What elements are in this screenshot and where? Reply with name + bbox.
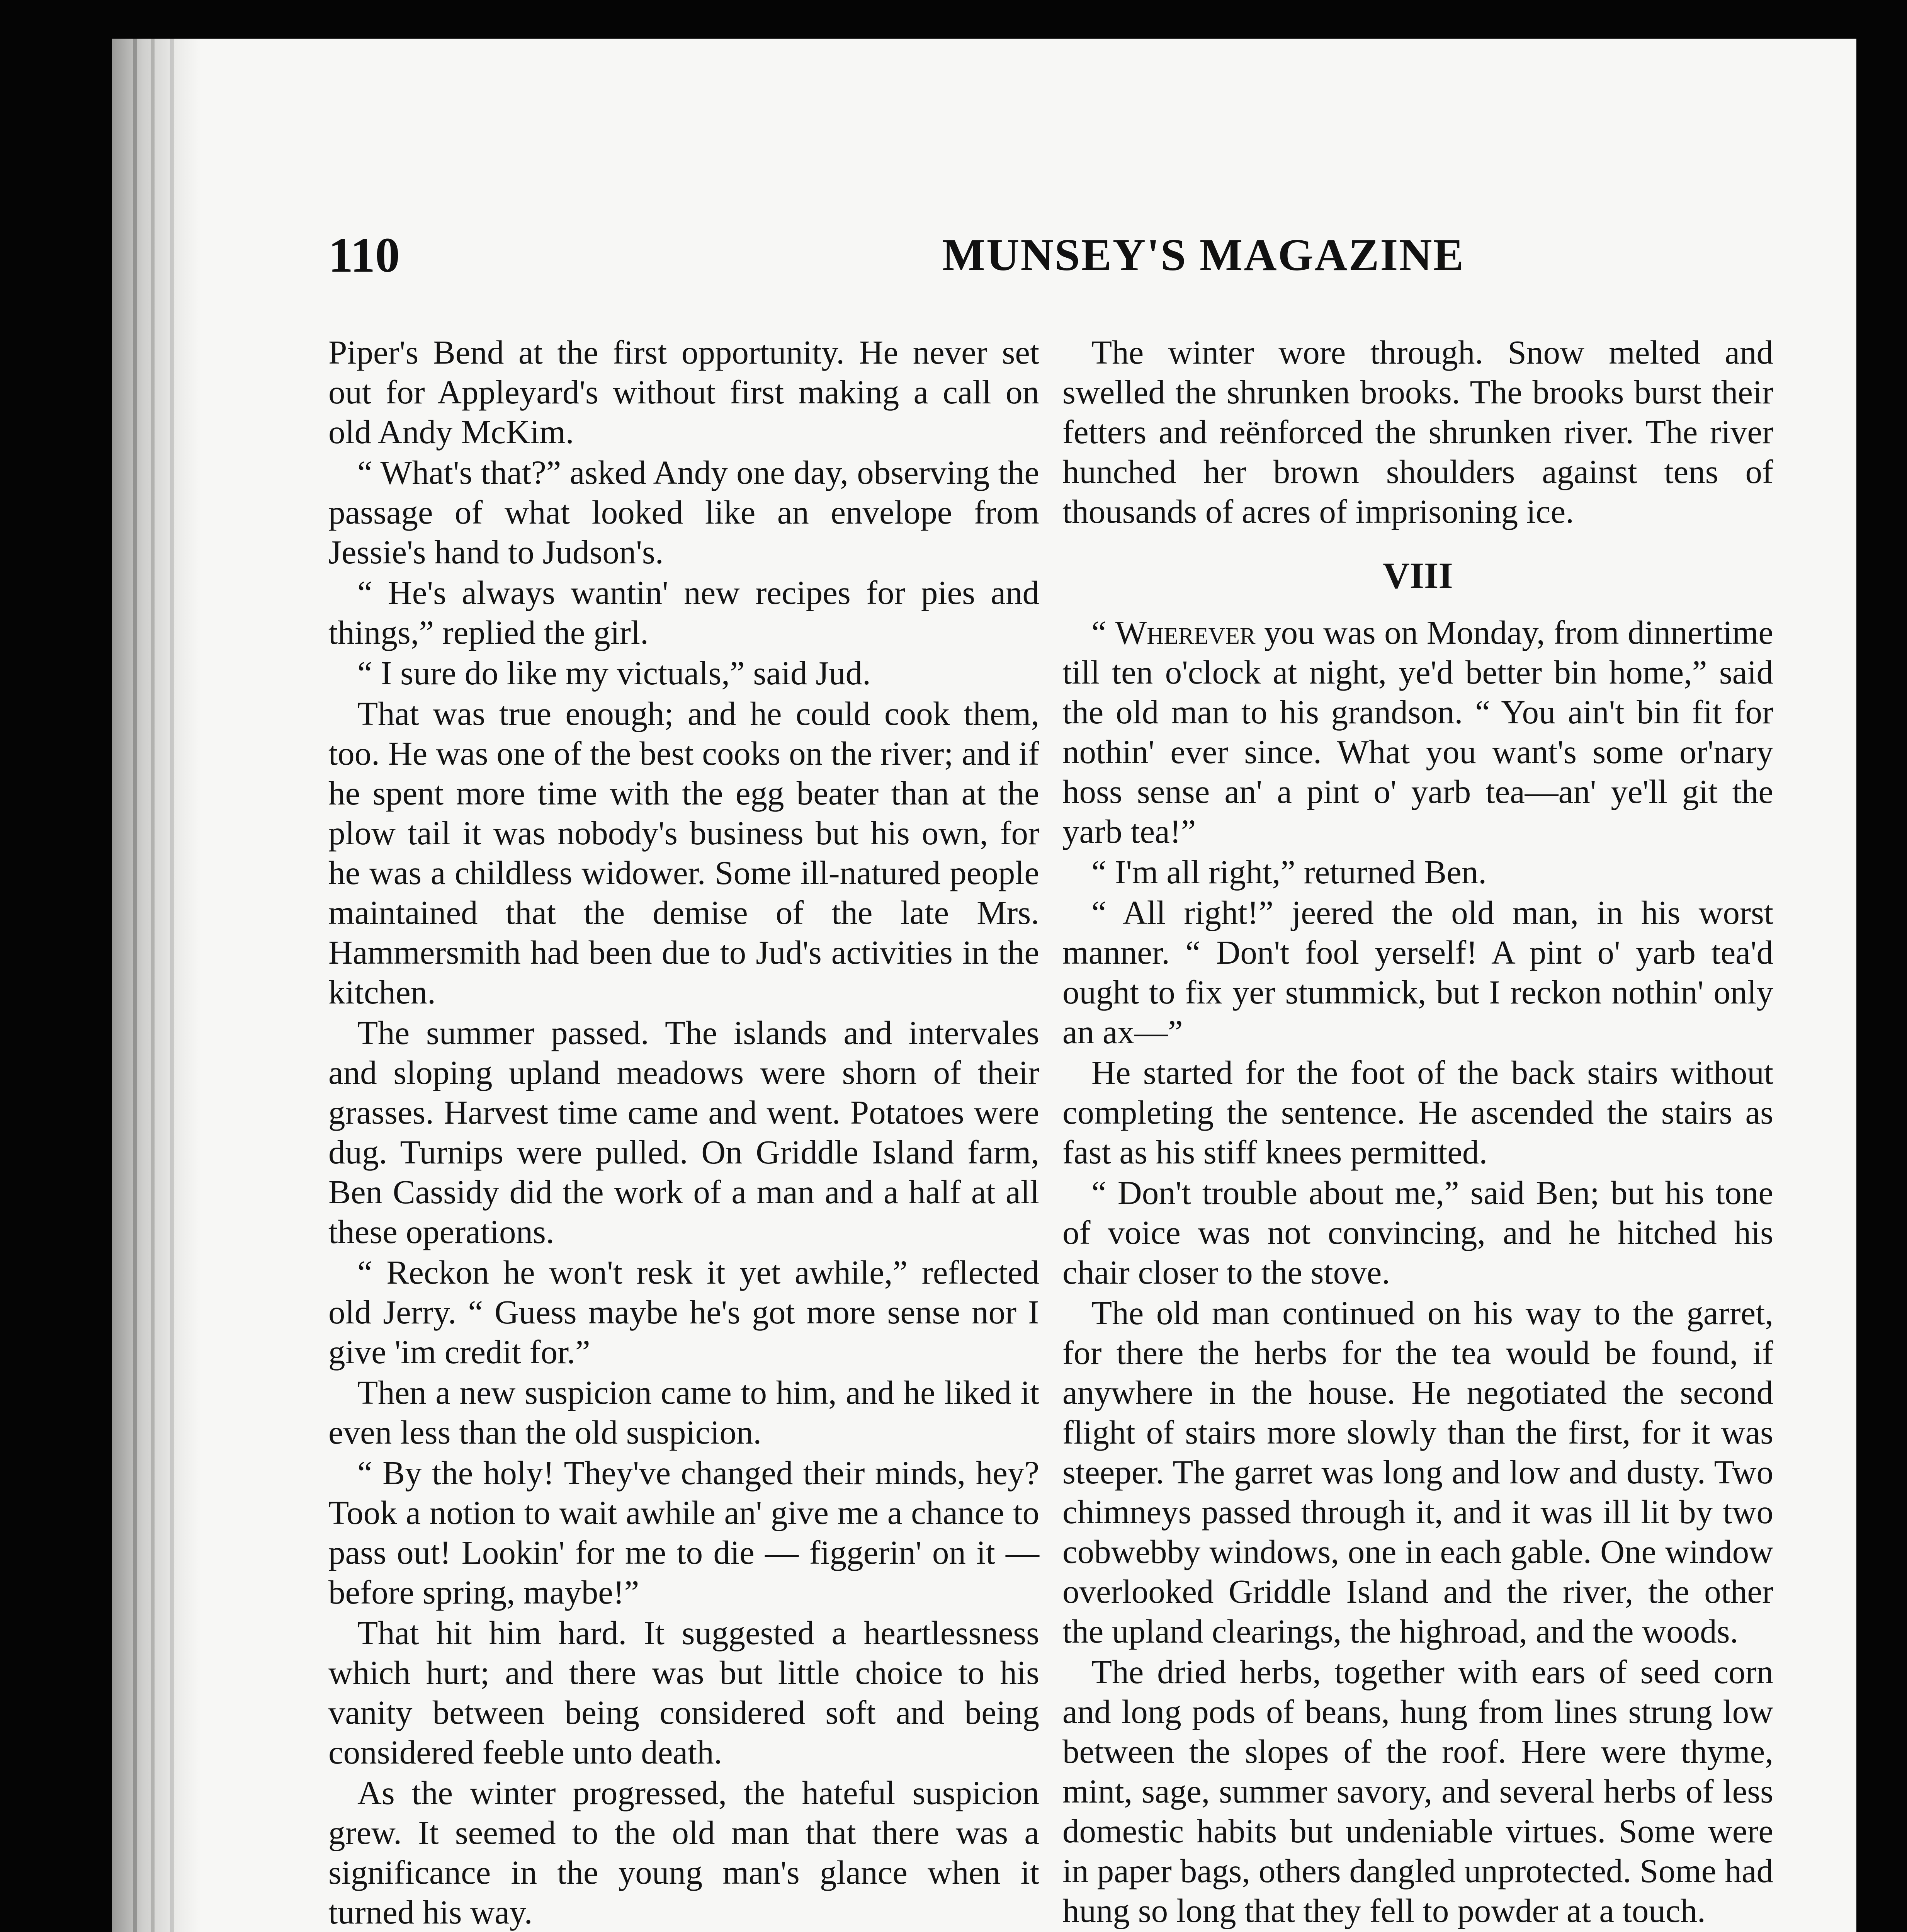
section-heading: VIII	[1383, 555, 1453, 596]
paragraph: “ What's that?” asked Andy one day, observing the passage of what looked like an envelope from Jessie's hand to Judson's.	[328, 454, 1039, 571]
binding-line	[133, 39, 137, 1932]
paragraph: Piper's Bend at the first opportunity. He never set out for Appleyard's without first making a call on old Andy McKim.	[328, 333, 1039, 451]
paragraph: The winter wore through. Snow melted and swelled the shrunken brooks. The brooks burst their fetters and reënforced the shrunken river. The river hunched her brown shoulders against tens of thousands of acres of imprisoning ice.	[1062, 333, 1773, 530]
left-column	[328, 332, 1039, 1932]
paragraph: “ All right!” jeered the old man, in his worst manner. “ Don't fool yerself! A pint o' yarb tea'd ought to fix yer stummick, but I reckon nothin' only an ax—”	[1062, 894, 1773, 1051]
paragraph: “ He's always wantin' new recipes for pies and things,” replied the girl.	[328, 574, 1039, 651]
paragraph: The old man continued on his way to the garret, for there the herbs for the tea would be found, if anywhere in the house. He negotiated the second flight of stairs more slowly than the first, for it was steeper. The garret was long and low and dusty. Two chimneys passed through it, and it was ill lit by two cobwebby windows, one in each gable. One window overlooked Griddle Island and the river, the other the upland clearings, the highroad, and the woods.	[1062, 1294, 1773, 1650]
binding-shadow	[112, 39, 201, 1932]
paragraph: Then a new suspicion came to him, and he liked it even less than the old suspicion.	[328, 1374, 1039, 1451]
binding-line	[151, 39, 155, 1932]
paragraph: “ Reckon he won't resk it yet awhile,” reflected old Jerry. “ Guess maybe he's got more sense nor I give 'im credit for.”	[328, 1253, 1039, 1371]
paragraph: As the winter progressed, the hateful suspicion grew. It seemed to the old man that there was a significance in the young man's glance when it turned his way.	[328, 1774, 1039, 1931]
magazine-page	[112, 39, 1856, 1932]
page-number: 110	[328, 228, 400, 282]
paragraph: “ By the holy! They've changed their minds, hey? Took a notion to wait awhile an' give me a chance to pass out! Lookin' for me to die — figgerin' on it — before spring, maybe!”	[328, 1454, 1039, 1611]
opening-paragraph: “ Wherever you was on Monday, from dinnertime till ten o'clock at night, ye'd better bin home,” said the old man to his grandson. “ You ain't bin fit for nothin' ever since. What you want's some or'nary hoss sense an' a pint o' yarb tea—an' ye'll git the yarb tea!”	[1062, 614, 1773, 850]
opening-word: Wherever	[1115, 614, 1256, 651]
right-column	[1062, 332, 1773, 1932]
paragraph: The summer passed. The islands and intervales and sloping upland meadows were shorn of their grasses. Harvest time came and went. Potatoes were dug. Turnips were pulled. On Griddle Island farm, Ben Cassidy did the work of a man and a half at all these operations.	[328, 1014, 1039, 1250]
paragraph: “ I sure do like my victuals,” said Jud.	[357, 654, 871, 692]
opening-paragraph-text: you was on Monday, from dinnertime till ten o'clock at night, ye'd better bin home,” said the old man to his grandson. “ You ain't bin fit for nothin' ever since. What you want's some or'nary hoss sense an' a pint o' yarb tea—an' ye'll git the yarb tea!”	[1062, 614, 1773, 850]
paragraph: That was true enough; and he could cook them, too. He was one of the best cooks on the river; and if he spent more time with the egg beater than at the plow tail it was nobody's business but his own, for he was a childless widower. Some ill-natured people maintained that the demise of the late Mrs. Hammersmith had been due to Jud's activities in the kitchen.	[328, 695, 1039, 1011]
paragraph: That hit him hard. It suggested a heartlessness which hurt; and there was but little choice to his vanity between being considered soft and being considered feeble unto death.	[328, 1614, 1039, 1771]
paragraph: The dried herbs, together with ears of seed corn and long pods of beans, hung from lines strung low between the slopes of the roof. Here were thyme, mint, sage, summer savory, and several herbs of less domestic habits but undeniable virtues. Some were in paper bags, others dangled unprotected. Some had hung so long that they fell to powder at a touch.	[1062, 1653, 1773, 1929]
running-head	[328, 209, 1827, 301]
paragraph: “ Don't trouble about me,” said Ben; but his tone of voice was not convincing, and he hitched his chair closer to the stove.	[1062, 1174, 1773, 1291]
magazine-title: MUNSEY'S MAGAZINE	[942, 230, 1465, 280]
binding-line	[170, 39, 174, 1932]
paragraph: He started for the foot of the back stairs without completing the sentence. He ascended the stairs as fast as his stiff knees permitted.	[1062, 1054, 1773, 1171]
paragraph: “ I'm all right,” returned Ben.	[1091, 853, 1487, 891]
